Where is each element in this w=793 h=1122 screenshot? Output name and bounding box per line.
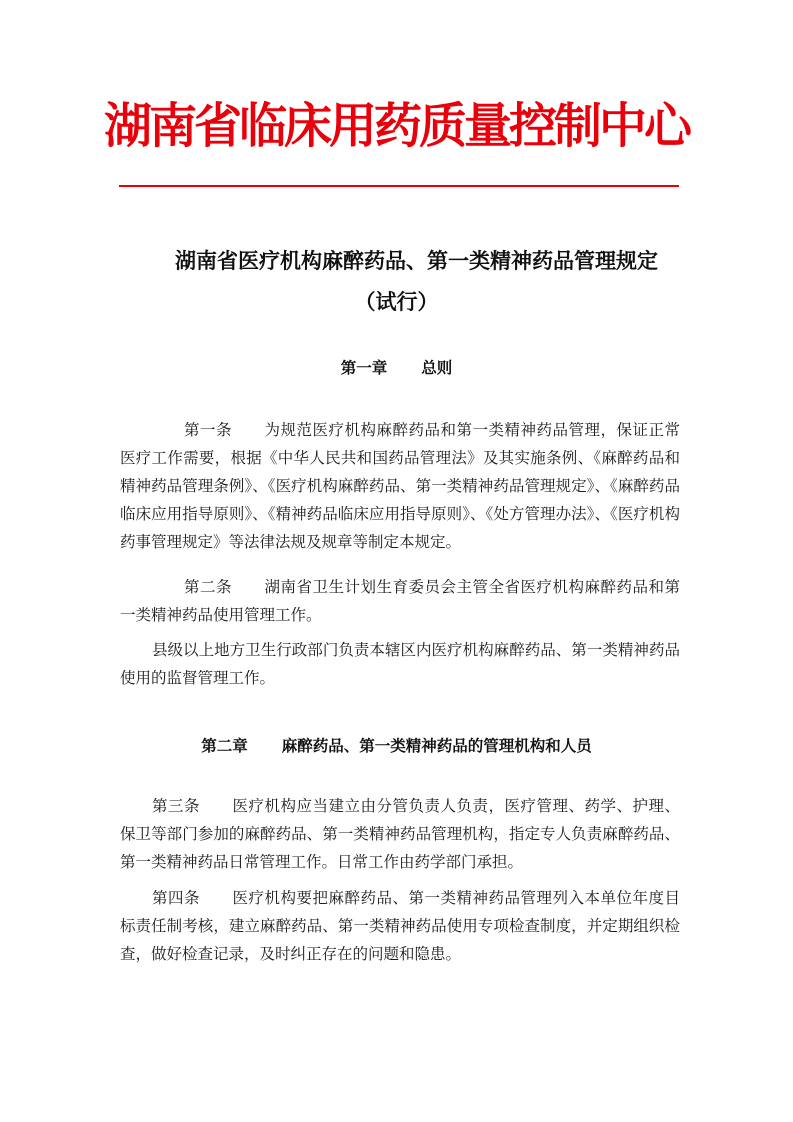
- article-number: 第三条: [152, 797, 200, 815]
- document-title-suffix: （试行）: [354, 290, 439, 314]
- chapter-number: 第二章: [201, 736, 248, 755]
- chapter-title: 麻醉药品、第一类精神药品的管理机构和人员: [281, 736, 592, 755]
- article-paragraph: [120, 884, 680, 968]
- article-number: 第二条: [184, 578, 232, 596]
- article-paragraph: [120, 792, 680, 876]
- document-title: 湖南省医疗机构麻醉药品、第一类精神药品管理规定: [175, 249, 658, 273]
- letterhead-divider: [119, 185, 679, 187]
- chapter-heading: [0, 357, 793, 379]
- article-text: 县级以上地方卫生行政部门负责本辖区内医疗机构麻醉药品、第一类精神药品使用的监督管理工作。: [120, 641, 680, 687]
- chapter-heading: [0, 735, 793, 757]
- article-text: 医疗机构应当建立由分管负责人负责，医疗管理、药学、护理、保卫等部门参加的麻醉药品、第一类精神药品管理机构，指定专人负责麻醉药品、第一类精神药品日常管理工作。日常工作由药学部门承担。: [120, 797, 680, 871]
- article-paragraph: [120, 573, 680, 629]
- article-text: 湖南省卫生计划生育委员会主管全省医疗机构麻醉药品和第一类精神药品使用管理工作。: [120, 578, 680, 624]
- article-paragraph: [120, 416, 680, 556]
- article-number: 第四条: [152, 889, 200, 907]
- article-text: 为规范医疗机构麻醉药品和第一类精神药品管理，保证正常医疗工作需要，根据《中华人民共和国药品管理法》及其实施条例、《麻醉药品和精神药品管理条例》、《医疗机构麻醉药品、第一类精神药品管理规定》、《麻醉药品临床应用指导原则》、《精神药品临床应用指导原则》、《处方管理办法》、《医疗机构药事管理规定》等法律法规及规章等制定本规定。: [120, 421, 680, 551]
- chapter-title: 总则: [421, 358, 453, 377]
- letterhead-org-name: 湖南省临床用药质量控制中心: [103, 98, 689, 154]
- chapter-number: 第一章: [340, 358, 388, 377]
- article-text: 医疗机构要把麻醉药品、第一类精神药品管理列入本单位年度目标责任制考核，建立麻醉药品、第一类精神药品使用专项检查制度，并定期组织检查，做好检查记录，及时纠正存在的问题和隐患。: [120, 889, 680, 963]
- article-number: 第一条: [184, 421, 232, 439]
- article-paragraph: [120, 636, 680, 692]
